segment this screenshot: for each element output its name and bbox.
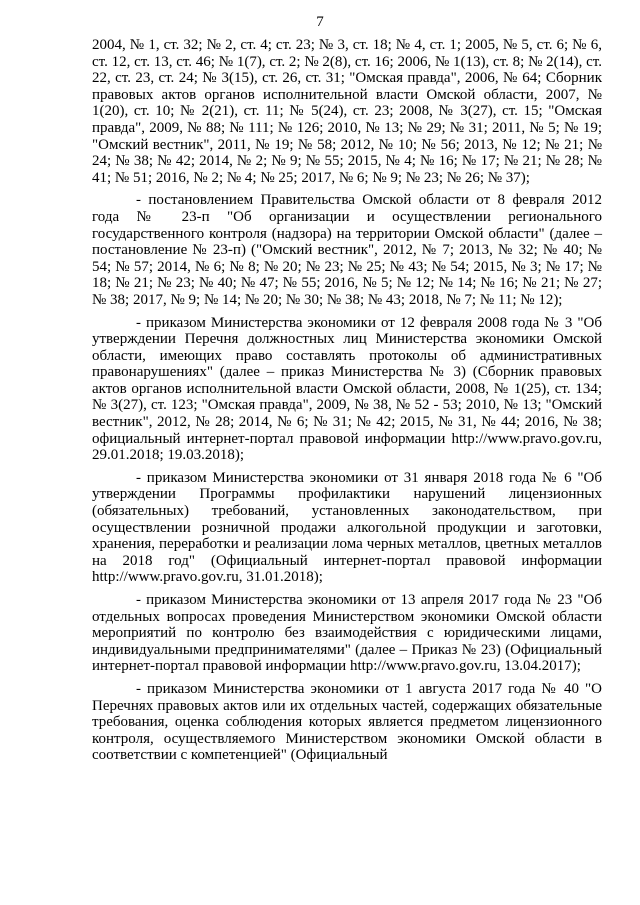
paragraph-ministry-order-23: - приказом Министерства экономики от 13 апреля 2017 года № 23 "Об отдельных вопросах проведения Министерством экономики Омской области мероприятий по контролю без взаимодействия с юридическими лицами, индивидуальными предпринимателями" (далее – Приказ № 23) (Официальный интернет-портал правовой информации http://www.pravo.gov.ru, 13.04.2017);	[92, 592, 602, 675]
page-number: 7	[316, 14, 324, 30]
document-body	[92, 37, 602, 770]
paragraph-ministry-order-3: - приказом Министерства экономики от 12 февраля 2008 года № 3 "Об утверждении Перечня должностных лиц Министерства экономики Омской области, имеющих право составлять протоколы об административных правонарушениях" (далее – приказ Министерства № 3) (Сборник правовых актов органов исполнительной власти Омской области, 2008, № 1(25), ст. 134; № 3(27), ст. 123; "Омская правда", 2009, № 38, № 52 - 53; 2010, № 13; "Омский вестник", 2012, № 28; 2014, № 6; № 31; № 42; 2015, № 31, № 44; 2016, № 38; официальный интернет-портал правовой информации http://www.pravo.gov.ru, 29.01.2018; 19.03.2018);	[92, 314, 602, 464]
paragraph-government-resolution: - постановлением Правительства Омской области от 8 февраля 2012 года № 23-п "Об организации и осуществлении регионального государственного контроля (надзора) на территории Омской области" (далее – постановление № 23-п) ("Омский вестник", 2012, № 7; 2013, № 32; № 40; № 54; № 57; 2014, № 6; № 8; № 20; № 23; № 25; № 43; № 54; 2015, № 3; № 17; № 18; № 21; № 23; № 40; № 47; № 55; 2016, № 5; № 12; № 14; № 16; № 21; № 27; № 38; 2017, № 9; № 14; № 20; № 30; № 38; № 43; 2018, № 7; № 11; № 12);	[92, 192, 602, 308]
paragraph-ministry-order-40: - приказом Министерства экономики от 1 августа 2017 года № 40 "О Перечнях правовых актов или их отдельных частей, содержащих обязательные требования, оценка соблюдения которых является предметом лицензионного контроля, осуществляемого Министерством экономики Омской области в соответствии с компетенцией" (Официальный	[92, 680, 602, 764]
paragraph-citation-continuation: 2004, № 1, ст. 32; № 2, ст. 4; ст. 23; № 3, ст. 18; № 4, ст. 1; 2005, № 5, ст. 6; № 6, ст. 12, ст. 13, ст. 46; № 1(7), ст. 2; № 2(8), ст. 16; 2006, № 1(13), ст. 8; № 2(14), ст. 22, ст. 23, ст. 24; № 3(15), ст. 26, ст. 31; "Омская правда", 2006, № 64; Сборник правовых актов органов исполнительной власти Омской области, 2007, № 1(20), ст. 10; № 2(21), ст. 11; № 5(24), ст. 23; 2008, № 3(27), ст. 15; "Омская правда", 2009, № 88; № 111; № 126; 2010, № 13; № 29; № 31; 2011, № 5; № 19; "Омский вестник", 2011, № 19; № 58; 2012, № 10; № 56; 2013, № 12; № 21; № 24; № 38; № 42; 2014, № 2; № 9; № 55; 2015, № 4; № 16; № 17; № 21; № 28; № 41; № 51; 2016, № 2; № 4; № 25; 2017, № 6; № 9; № 23; № 26; № 37);	[92, 37, 602, 186]
paragraph-ministry-order-6: - приказом Министерства экономики от 31 января 2018 года № 6 "Об утверждении Программы профилактики нарушений лицензионных (обязательных) требований, установленных законодательством, при осуществлении розничной продажи алкогольной продукции и заготовки, хранения, переработки и реализации лома черных металлов, цветных металлов на 2018 год" (Официальный интернет-портал правовой информации http://www.pravo.gov.ru, 31.01.2018);	[92, 469, 602, 586]
